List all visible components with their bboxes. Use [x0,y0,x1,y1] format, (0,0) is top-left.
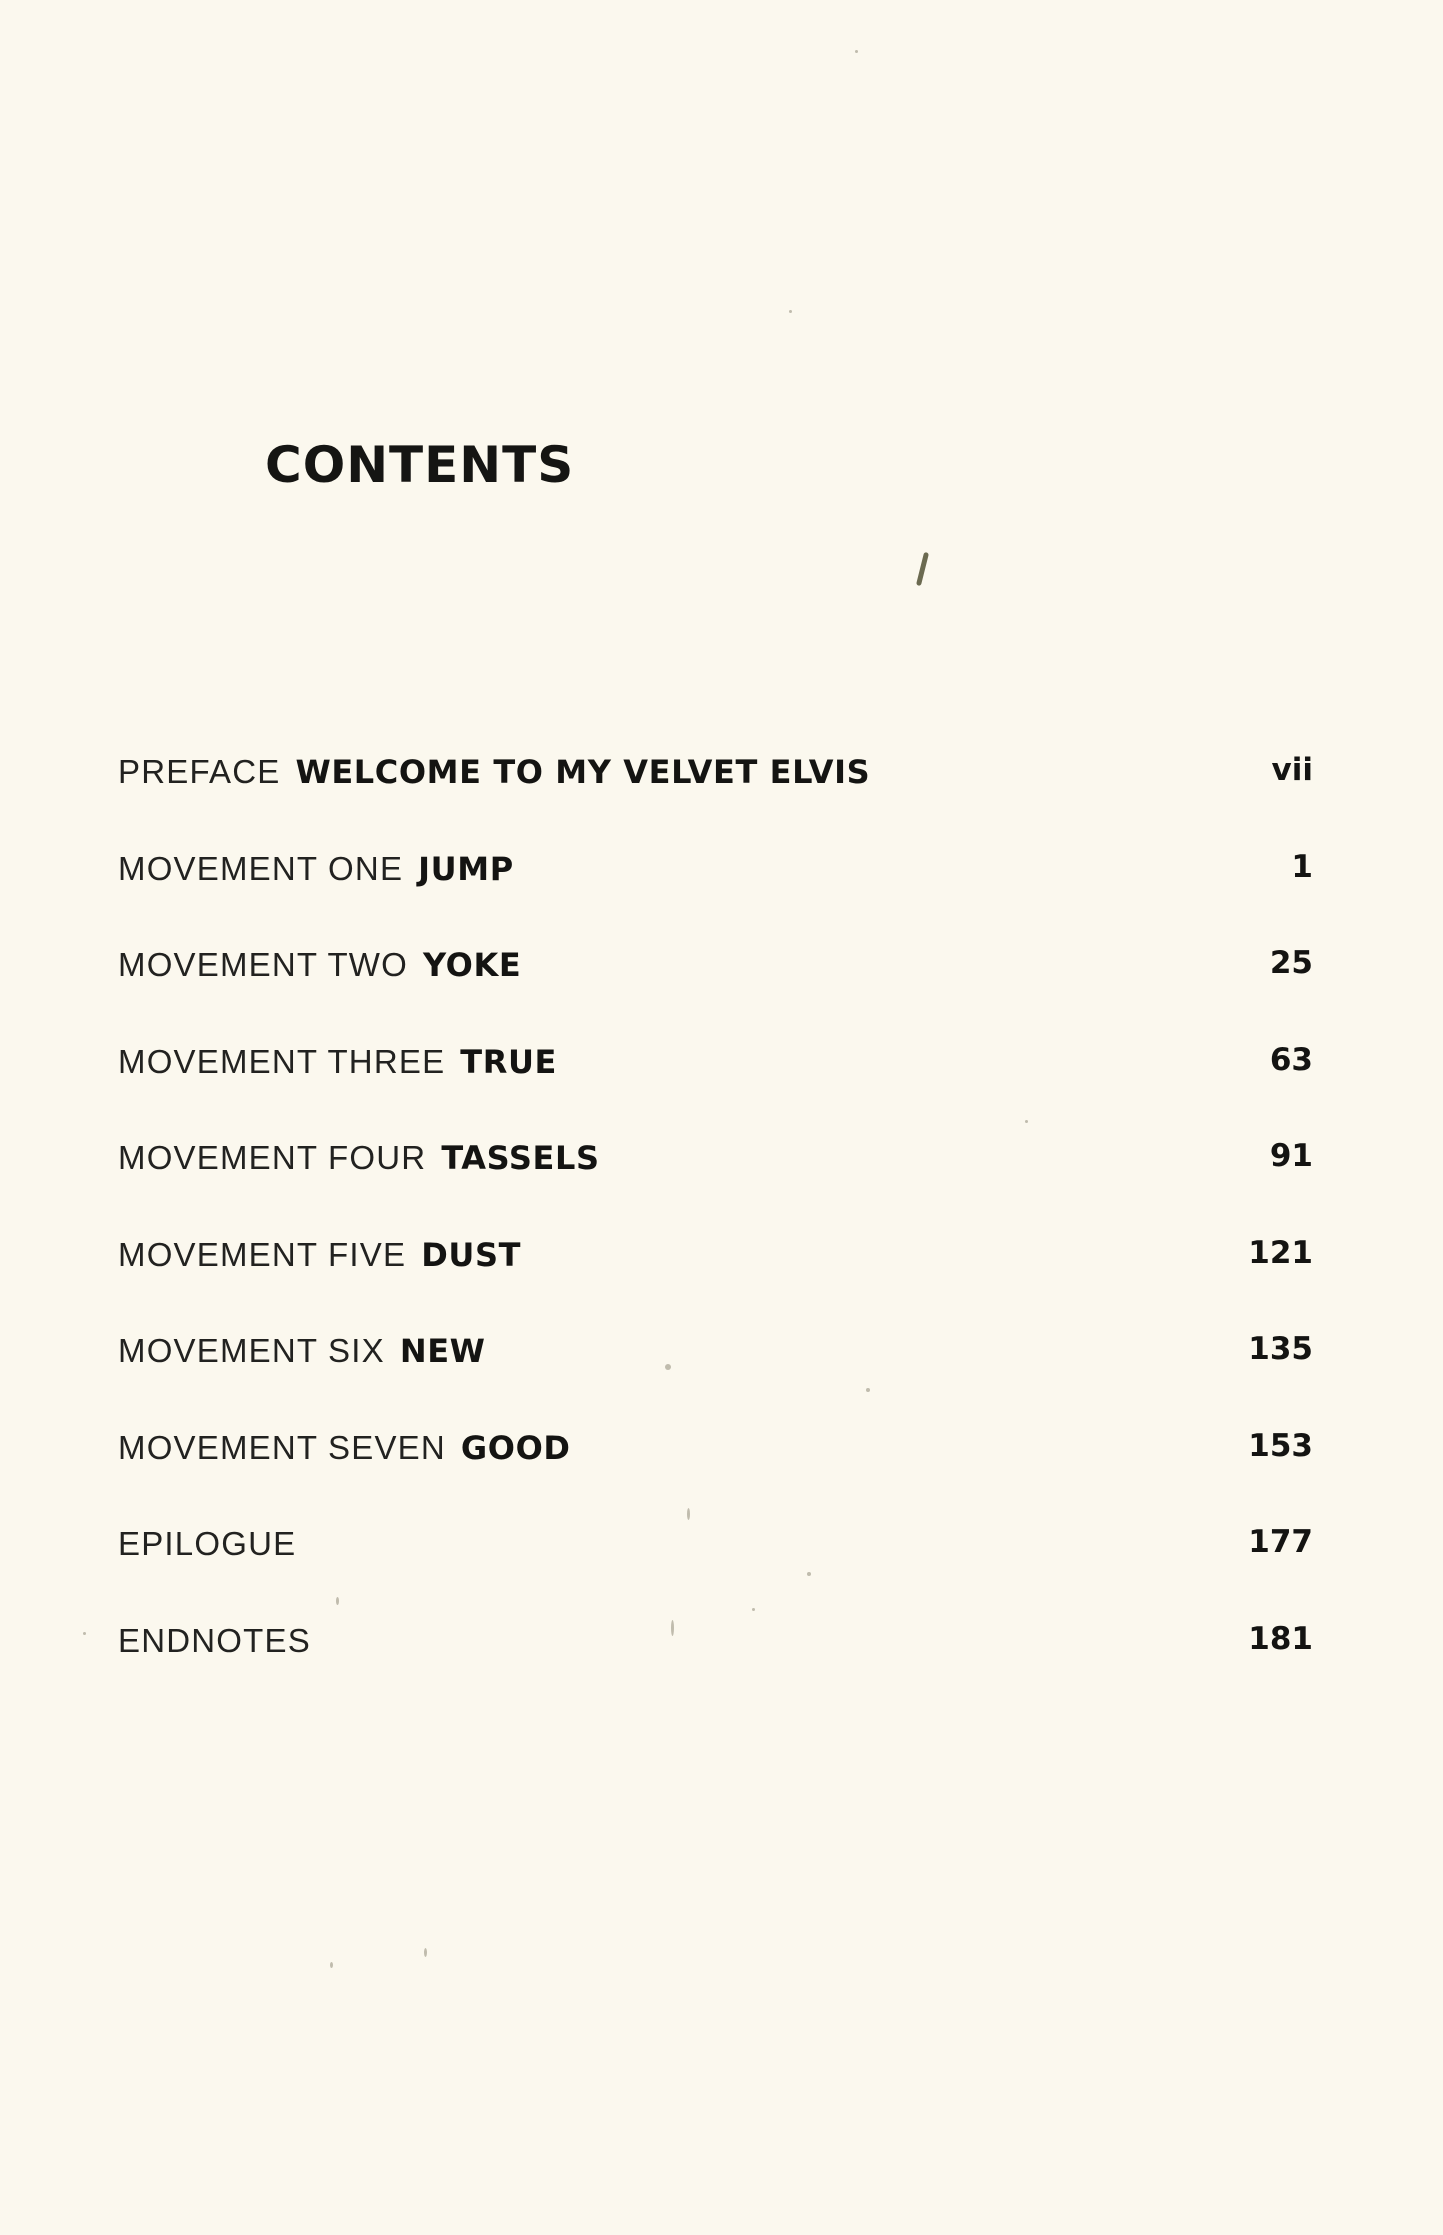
toc-entry-movement-seven [118,1428,1313,1525]
entry-title: TASSELS [441,1139,600,1177]
entry-page-number: 121 [1248,1234,1313,1271]
paper-speck [671,1620,674,1636]
entry-page-number: 25 [1269,945,1313,981]
entry-label: MOVEMENT SEVEN [118,1428,446,1466]
toc-entry-movement-three [118,1042,1313,1139]
toc-entry-movement-one [118,849,1313,946]
table-of-contents [118,752,1313,1717]
entry-page-number: 63 [1269,1041,1313,1078]
toc-entry-preface [118,752,1313,849]
entry-label: MOVEMENT FIVE [118,1235,407,1273]
entry-title: WELCOME TO MY VELVET ELVIS [295,753,871,791]
entry-page-number: 135 [1248,1331,1313,1367]
entry-label: ENDNOTES [118,1621,311,1659]
entry-title: DUST [421,1235,522,1274]
paper-speck [665,1364,671,1370]
entry-label: PREFACE [118,753,281,790]
toc-entry-epilogue [118,1524,1313,1621]
page-title: CONTENTS [265,436,575,494]
paper-speck [424,1948,427,1957]
ink-mark [916,552,929,586]
entry-page-number: 153 [1248,1427,1313,1464]
entry-title: NEW [399,1332,486,1370]
entry-page-number: 1 [1291,848,1313,885]
toc-entry-movement-five [118,1235,1313,1332]
paper-speck [1025,1120,1028,1123]
entry-page-number: 177 [1248,1524,1313,1560]
entry-label: MOVEMENT TWO [118,946,409,983]
paper-speck [83,1632,86,1635]
paper-speck [855,50,858,53]
paper-speck [789,310,792,313]
paper-speck [752,1608,755,1611]
entry-title: JUMP [418,849,514,888]
entry-page-number: vii [1271,752,1313,788]
entry-label: MOVEMENT FOUR [118,1139,427,1176]
toc-entry-movement-four [118,1138,1313,1235]
paper-speck [866,1388,870,1392]
paper-speck [336,1597,339,1605]
entry-page-number: 181 [1248,1620,1313,1657]
entry-label: MOVEMENT SIX [118,1332,385,1369]
paper-speck [807,1572,811,1576]
entry-label: MOVEMENT ONE [118,849,404,887]
entry-title: GOOD [460,1428,571,1467]
entry-title: TRUE [460,1042,558,1081]
entry-page-number: 91 [1269,1138,1313,1174]
toc-entry-movement-two [118,945,1313,1042]
entry-label: EPILOGUE [118,1525,297,1562]
toc-entry-endnotes [118,1621,1313,1718]
paper-speck [330,1962,333,1968]
paper-speck [687,1508,690,1520]
entry-label: MOVEMENT THREE [118,1042,446,1080]
entry-title: YOKE [423,946,522,984]
toc-entry-movement-six [118,1331,1313,1428]
